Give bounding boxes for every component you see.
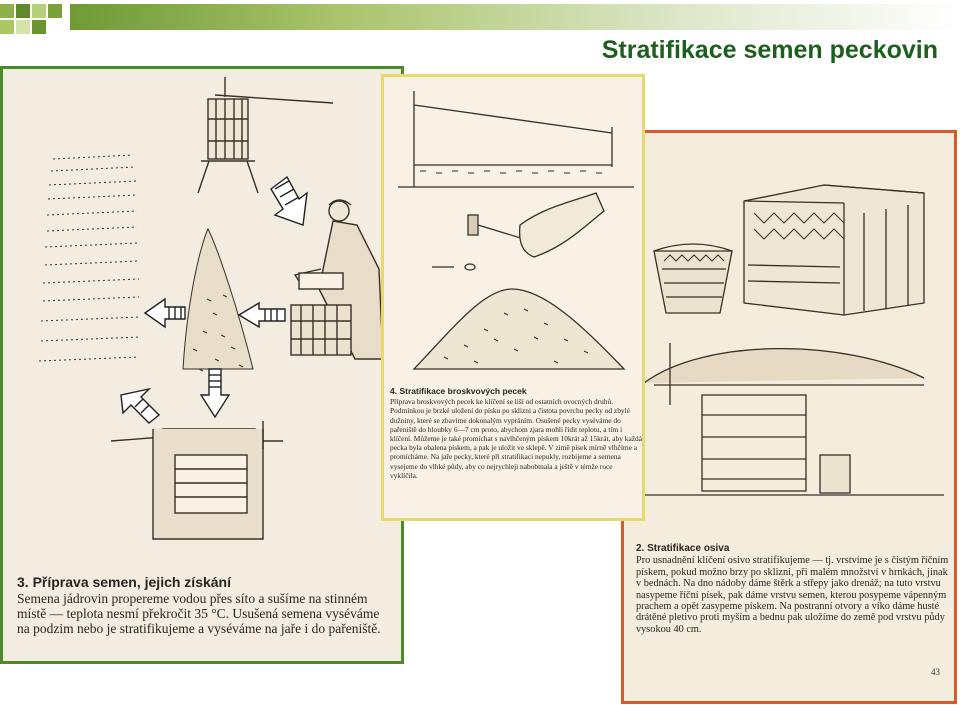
fruit-press-icon xyxy=(198,77,333,193)
caption-heading: 4. Stratifikace broskvových pecek xyxy=(390,386,527,396)
caption-heading: 3. Příprava semen, jejich získání xyxy=(17,574,231,590)
cold-frame-icon xyxy=(398,91,634,187)
stratification-pit xyxy=(111,421,283,539)
caption-heading: 2. Stratifikace osiva xyxy=(636,543,730,554)
seed-stratification-caption xyxy=(636,543,954,635)
hammer-icon xyxy=(432,193,604,270)
header-gradient-band xyxy=(70,4,960,30)
seed-heap xyxy=(183,229,253,371)
header-square xyxy=(48,4,62,18)
seed-preparation-illustration xyxy=(0,66,404,664)
arrow-left-icon xyxy=(145,299,185,327)
peach-pit-stratification-illustration xyxy=(381,74,645,521)
arrow-up-left-icon xyxy=(121,389,159,423)
arrow-down-right-icon xyxy=(271,177,307,225)
header-square xyxy=(0,20,14,34)
buried-crate-icon xyxy=(634,343,944,495)
header-square xyxy=(0,4,14,18)
header-square xyxy=(32,20,46,34)
page-number: 43 xyxy=(931,667,940,677)
header-square xyxy=(32,4,46,18)
arrow-left-icon xyxy=(239,303,285,327)
header-bar xyxy=(0,0,960,34)
slide-title: Stratifikace semen peckovin xyxy=(601,36,938,64)
worker-washing-seeds xyxy=(291,200,383,359)
sand-heap-icon xyxy=(414,289,624,369)
peach-pit-caption xyxy=(390,387,642,480)
header-square xyxy=(16,20,30,34)
flower-pot-icon xyxy=(654,244,732,313)
seed-preparation-caption xyxy=(17,575,395,636)
seedling-rows xyxy=(39,155,139,361)
caption-text: Příprava broskvových pecek ke klíčení se liší od ostatních ovocných druhů. Podmínkou je brzké uložení do písku po sklizni a čistota povrchu pecky od zbylé dužniny, které se zbavíme dokonalým vypráním. Osušené pecky vyséváme do pařeniště do hloubky 6—7 cm proto, abychom zjara mohli řídit teplotu, a tím i klíčení. Můžeme je také promíchat s navlhčeným pískem 10krát až 15krát, aby každá pecka byla obalena pískem, a pak je uložit ve sklepě. V zimě písek mírně vlhčíme a promícháme. Na jaře pecky, které při stratifikaci nepukly, rozbijeme a semena vysejeme do vlhké půdy, aby co nejrychleji nabobtnala a ještě v témže roce vyklíčila. xyxy=(390,397,643,480)
arrow-down-icon xyxy=(201,369,229,417)
header-square xyxy=(16,4,30,18)
layered-crate-icon xyxy=(744,185,924,315)
caption-text: Semena jádrovin propereme vodou přes síto a sušíme na stinném místě — teplota nesmí překročit 35 °C. Usušená semena vyséváme na podzim nebo je stratifikujeme a vyséváme na jaře i do pařeniště. xyxy=(17,591,381,636)
seed-stratification-illustration xyxy=(621,130,957,704)
caption-text: Pro usnadnění klíčení osivo stratifikujeme — tj. vrstvíme je s čistým říčním pískem, pokud možno brzy po sklizni, při malém množství v hrnkách, jinak v bednách. Na dno nádoby dáme štěrk a střepy jako drenáž; na tuto vrstvu nasypeme říční písek, pak dáme vrstvu semen, kterou posypeme vápenným prachem a opět zasypeme pískem. Na postranní otvory a víko dáme husté drátěné pletivo proti myším a bednu pak uložíme do země pod vrstvu půdy vysokou 40 cm. xyxy=(636,555,949,635)
